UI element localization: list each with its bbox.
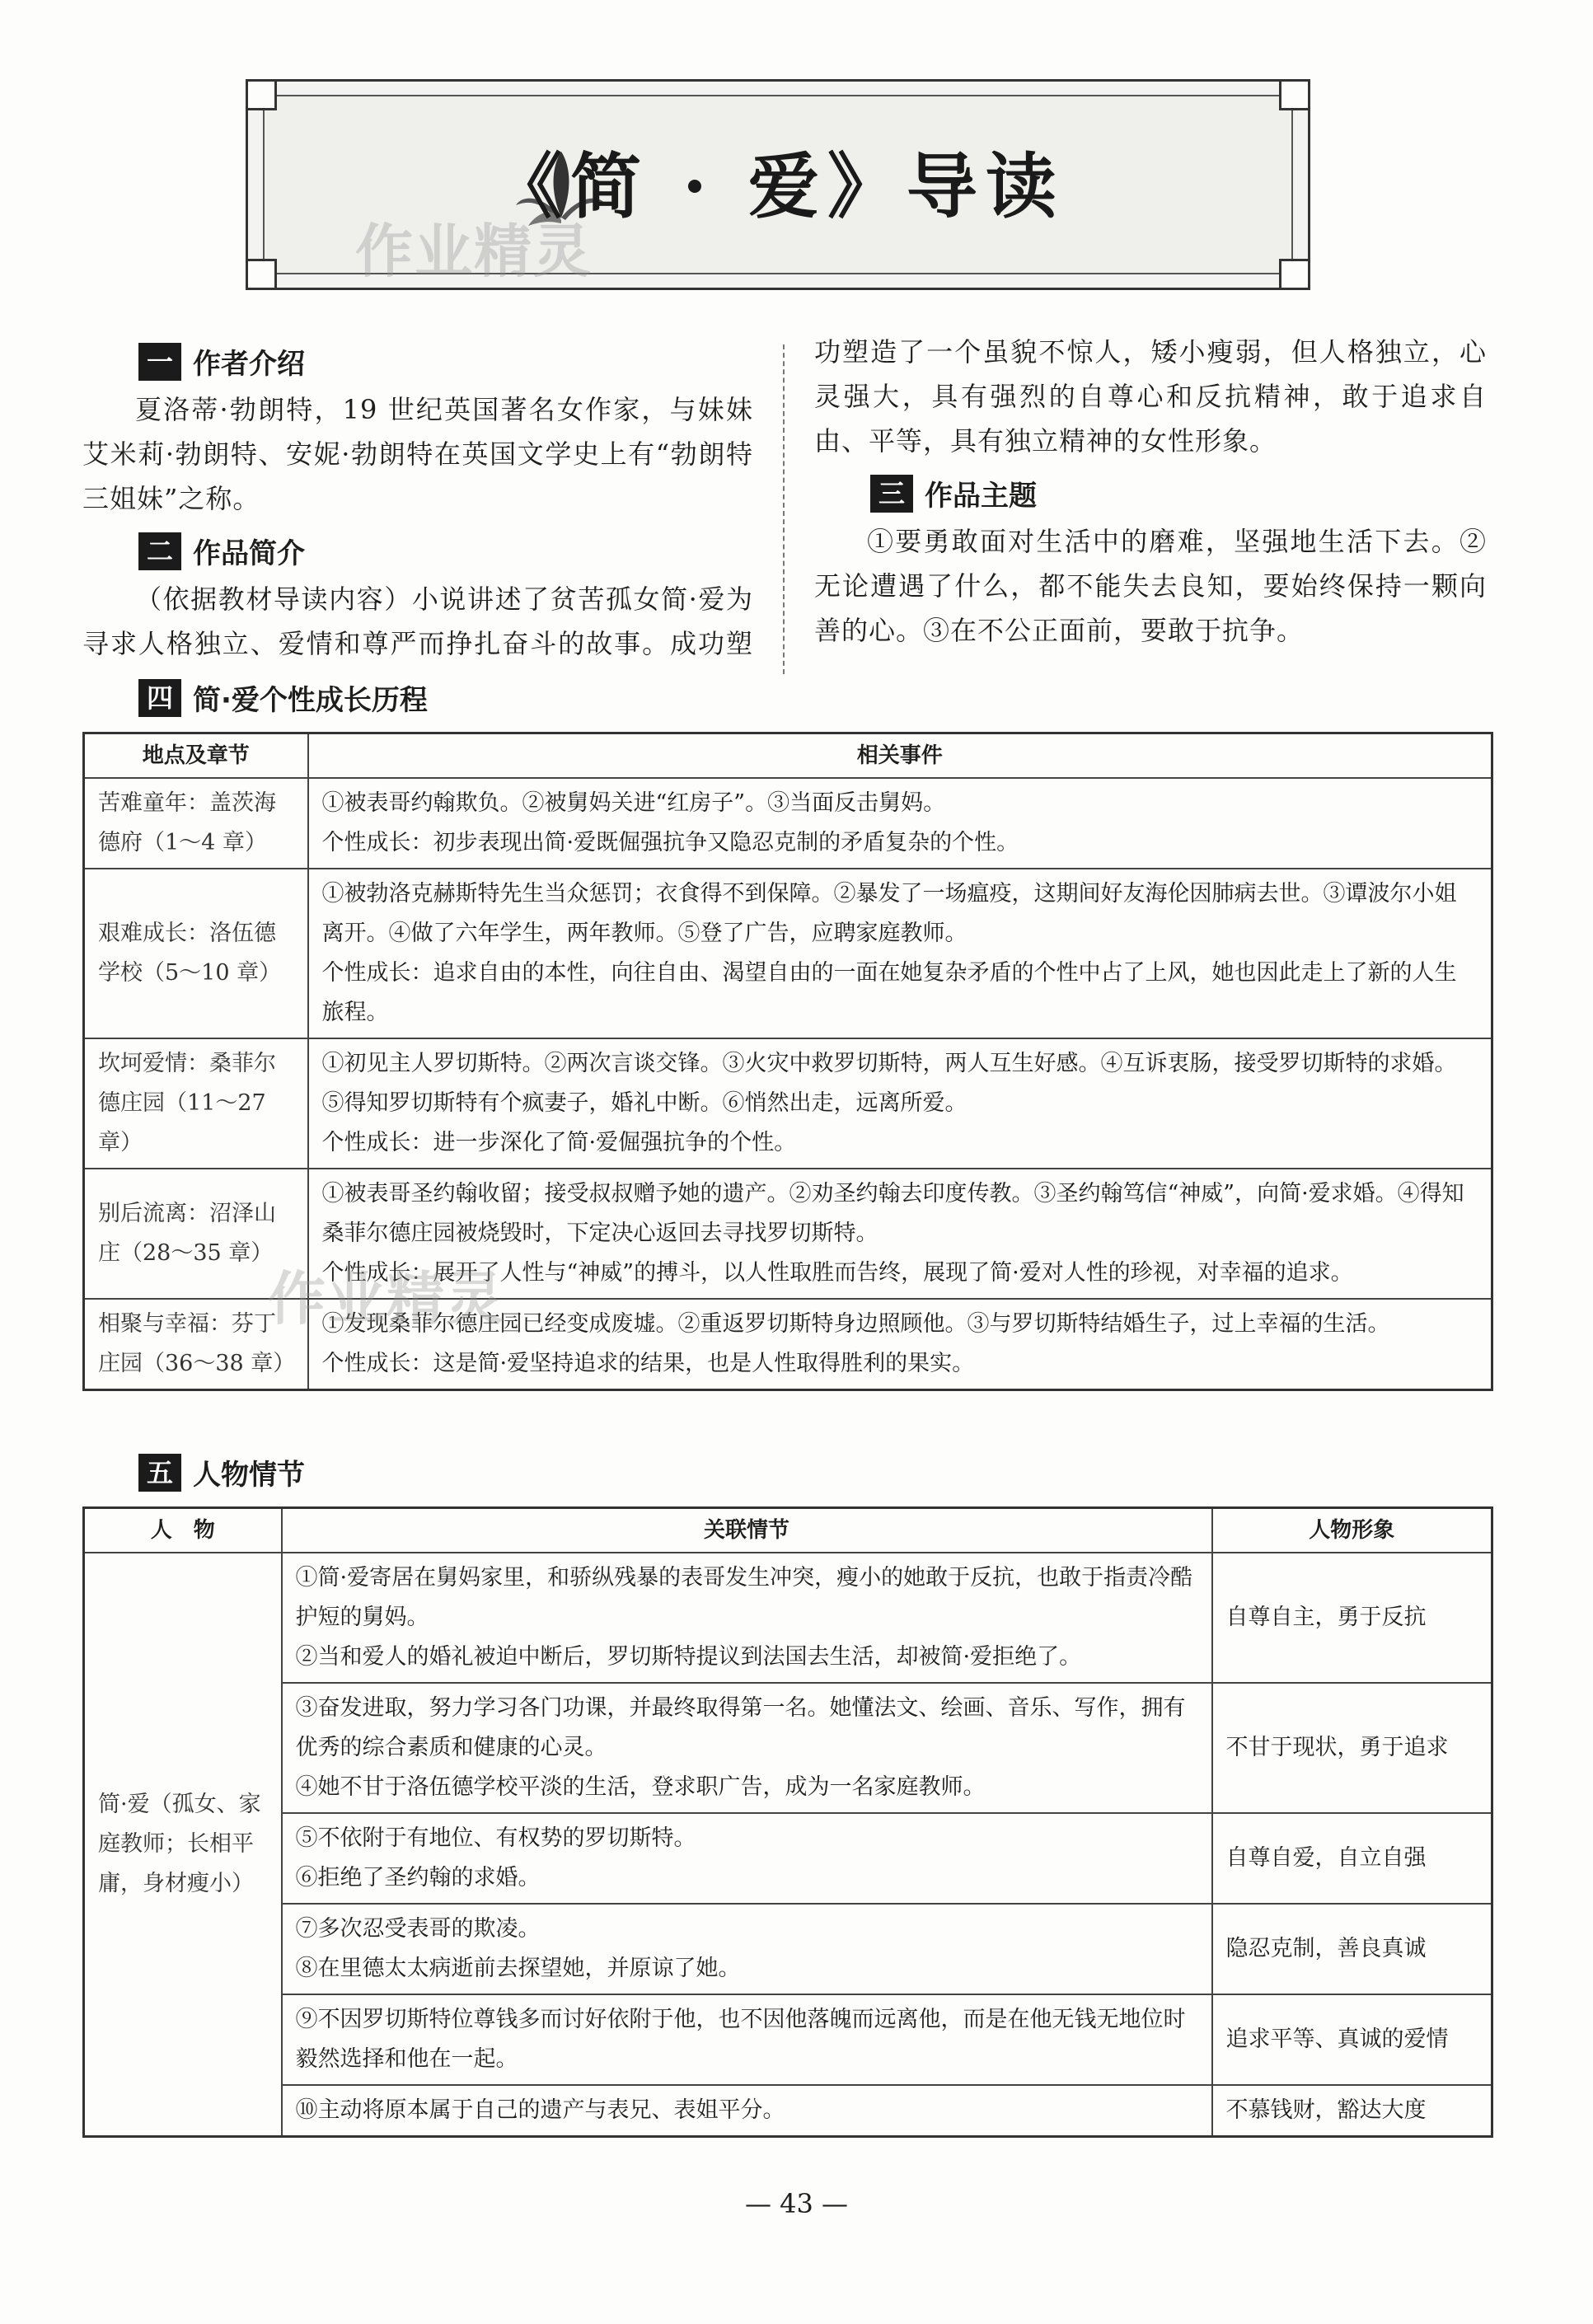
section-title: 作者介绍 (193, 348, 305, 381)
image-cell: 自尊自爱，自立自强 (1212, 1813, 1492, 1904)
section-number: 五 (138, 1454, 181, 1492)
section-number: 四 (138, 679, 181, 717)
character-table (82, 1506, 1493, 2138)
banner-corner (246, 79, 277, 110)
section-header-characters (138, 1452, 305, 1492)
work-intro-text (82, 577, 753, 666)
plot-text: ⑩主动将原本属于自己的遗产与表兄、表姐平分。 (295, 2097, 785, 2123)
growth-text: 个性成长：进一步深化了简·爱倔强抗争的个性。 (321, 1130, 797, 1155)
place-cell: 苦难童年：盖茨海德府（1～4 章） (84, 778, 308, 869)
event-text: ①发现桑菲尔德庄园已经变成废墟。②重返罗切斯特身边照顾他。③与罗切斯特结婚生子，过上幸福的生活。 (321, 1311, 1390, 1337)
growth-text: 个性成长：初步表现出简·爱既倔强抗争又隐忍克制的矛盾复杂的个性。 (321, 830, 1019, 855)
plot-cell (282, 2085, 1212, 2137)
section-header-work (138, 531, 305, 571)
watermark: 作业精灵 (268, 1265, 505, 1333)
image-cell: 追求平等、真诚的爱情 (1212, 1994, 1492, 2085)
image-cell: 不甘于现状，勇于追求 (1212, 1683, 1492, 1813)
event-text: ①被表哥圣约翰收留；接受叔叔赠予她的遗产。②劝圣约翰去印度传教。③圣约翰笃信“神威”，向简·爱求婚。④得知桑菲尔德庄园被烧毁时，下定决心返回去寻找罗切斯特。 (321, 1181, 1464, 1246)
section-number: 三 (870, 475, 913, 513)
table-row (84, 778, 1492, 869)
place-cell: 相聚与幸福：芬丁庄园（36～38 章） (84, 1299, 308, 1390)
page-number: — 43 — (744, 2188, 849, 2219)
section-header-author (138, 341, 305, 382)
work-intro-continuation-text: 功塑造了一个虽貌不惊人，矮小瘦弱，但人格独立，心灵强大，具有强烈的自尊心和反抗精神，敢于追求自由、平等，具有独立精神的女性形象。 (814, 336, 1487, 457)
table-header: 相关事件 (308, 733, 1492, 779)
section-title: 人物情节 (193, 1459, 305, 1492)
table-row (84, 1904, 1492, 1994)
table-header: 人物形象 (1212, 1508, 1492, 1553)
banner-corner (1279, 79, 1310, 110)
plot-text: ①简·爱寄居在舅妈家里，和骄纵残暴的表哥发生冲突，瘦小的她敢于反抗，也敢于指责冷酷护短的舅妈。 (295, 1565, 1193, 1630)
place-cell: 艰难成长：洛伍德学校（5～10 章） (84, 869, 308, 1038)
author-intro-text: 夏洛蒂·勃朗特，19 世纪英国著名女作家，与妹妹艾米莉·勃朗特、安妮·勃朗特在英国文学史上有“勃朗特三姐妹”之称。 (82, 394, 753, 514)
plot-text: ④她不甘于洛伍德学校平淡的生活，登求职广告，成为一名家庭教师。 (295, 1774, 986, 1800)
table-header: 关联情节 (282, 1508, 1212, 1553)
table-row (84, 1553, 1492, 1683)
plot-cell (282, 1553, 1212, 1683)
event-text: ①初见主人罗切斯特。②两次言谈交锋。③火灾中救罗切斯特，两人互生好感。④互诉衷肠，接受罗切斯特的求婚。⑤得知罗切斯特有个疯妻子，婚礼中断。⑥悄然出走，远离所爱。 (321, 1051, 1457, 1116)
table-row (84, 1683, 1492, 1813)
column-divider (783, 344, 785, 674)
image-cell: 不慕钱财，豁达大度 (1212, 2085, 1492, 2137)
image-cell: 隐忍克制，善良真诚 (1212, 1904, 1492, 1994)
section-number: 一 (138, 343, 181, 381)
table-row (84, 1038, 1492, 1169)
place-cell: 坎坷爱情：桑菲尔德庄园（11～27 章） (84, 1038, 308, 1169)
banner-corner (246, 259, 277, 290)
theme-text: ①要勇敢面对生活中的磨难，坚强地生活下去。②无论遭遇了什么，都不能失去良知，要始终保持一颗向善的心。③在不公正面前，要敢于抗争。 (814, 526, 1487, 646)
growth-text: 个性成长：追求自由的本性，向往自由、渴望自由的一面在她复杂矛盾的个性中占了上风，她也因此走上了新的人生旅程。 (321, 960, 1457, 1025)
growth-text: 个性成长：这是简·爱坚持追求的结果，也是人性取得胜利的果实。 (321, 1351, 975, 1376)
event-text: ①被表哥约翰欺负。②被舅妈关进“红房子”。③当面反击舅妈。 (321, 790, 946, 816)
section-title: 作品简介 (193, 537, 305, 570)
work-intro-text-content: （依据教材导读内容）小说讲述了贫苦孤女简·爱为寻求人格独立、爱情和尊严而挣扎奋斗的故事。成功塑 (82, 583, 753, 659)
section-header-growth (138, 677, 428, 718)
banner-corner (1279, 259, 1310, 290)
events-cell (308, 1038, 1492, 1169)
table-row (84, 869, 1492, 1038)
plot-text: ⑦多次忍受表哥的欺凌。 (295, 1916, 541, 1942)
section-title: 简·爱个性成长历程 (193, 684, 428, 717)
image-cell: 自尊自主，勇于反抗 (1212, 1553, 1492, 1683)
table-header-row (84, 1508, 1492, 1553)
events-cell (308, 869, 1492, 1038)
plot-text: ⑥拒绝了圣约翰的求婚。 (295, 1865, 541, 1891)
table-row (84, 2085, 1492, 2137)
table-row (84, 1994, 1492, 2085)
plot-text: ③奋发进取，努力学习各门功课，并最终取得第一名。她懂法文、绘画、音乐、写作，拥有优秀的综合素质和健康的心灵。 (295, 1695, 1186, 1760)
plot-text: ⑧在里德太太病逝前去探望她，并原谅了她。 (295, 1956, 741, 1981)
table-header-row (84, 733, 1492, 779)
section-title: 作品主题 (925, 480, 1037, 513)
plot-cell (282, 1994, 1212, 2085)
table-row (84, 1813, 1492, 1904)
section-number: 二 (138, 532, 181, 570)
events-cell (308, 778, 1492, 869)
place-cell: 别后流离：沼泽山庄（28～35 章） (84, 1169, 308, 1299)
person-cell: 简·爱（孤女、家庭教师；长相平庸，身材瘦小） (84, 1553, 282, 2137)
title-banner (246, 79, 1310, 290)
page-title: 《简 · 爱》导读 (491, 145, 1065, 228)
watermark: 作业精灵 (355, 218, 593, 285)
plot-text: ⑨不因罗切斯特位尊钱多而讨好依附于他，也不因他落魄而远离他，而是在他无钱无地位时毅然选择和他在一起。 (295, 2007, 1186, 2072)
growth-text: 个性成长：展开了人性与“神威”的搏斗，以人性取胜而告终，展现了简·爱对人性的珍视，对幸福的追求。 (321, 1260, 1353, 1286)
plot-cell (282, 1813, 1212, 1904)
plot-cell (282, 1904, 1212, 1994)
plot-text: ⑤不依附于有地位、有权势的罗切斯特。 (295, 1825, 696, 1851)
table-header: 人 物 (84, 1508, 282, 1553)
event-text: ①被勃洛克赫斯特先生当众惩罚；衣食得不到保障。②暴发了一场瘟疫，这期间好友海伦因肺病去世。③谭波尔小姐离开。④做了六年学生，两年教师。⑤登了广告，应聘家庭教师。 (321, 881, 1457, 946)
section-header-theme (870, 473, 1037, 513)
plot-cell (282, 1683, 1212, 1813)
plot-text: ②当和爱人的婚礼被迫中断后，罗切斯特提议到法国去生活，却被简·爱拒绝了。 (295, 1644, 1082, 1670)
table-header: 地点及章节 (84, 733, 308, 779)
